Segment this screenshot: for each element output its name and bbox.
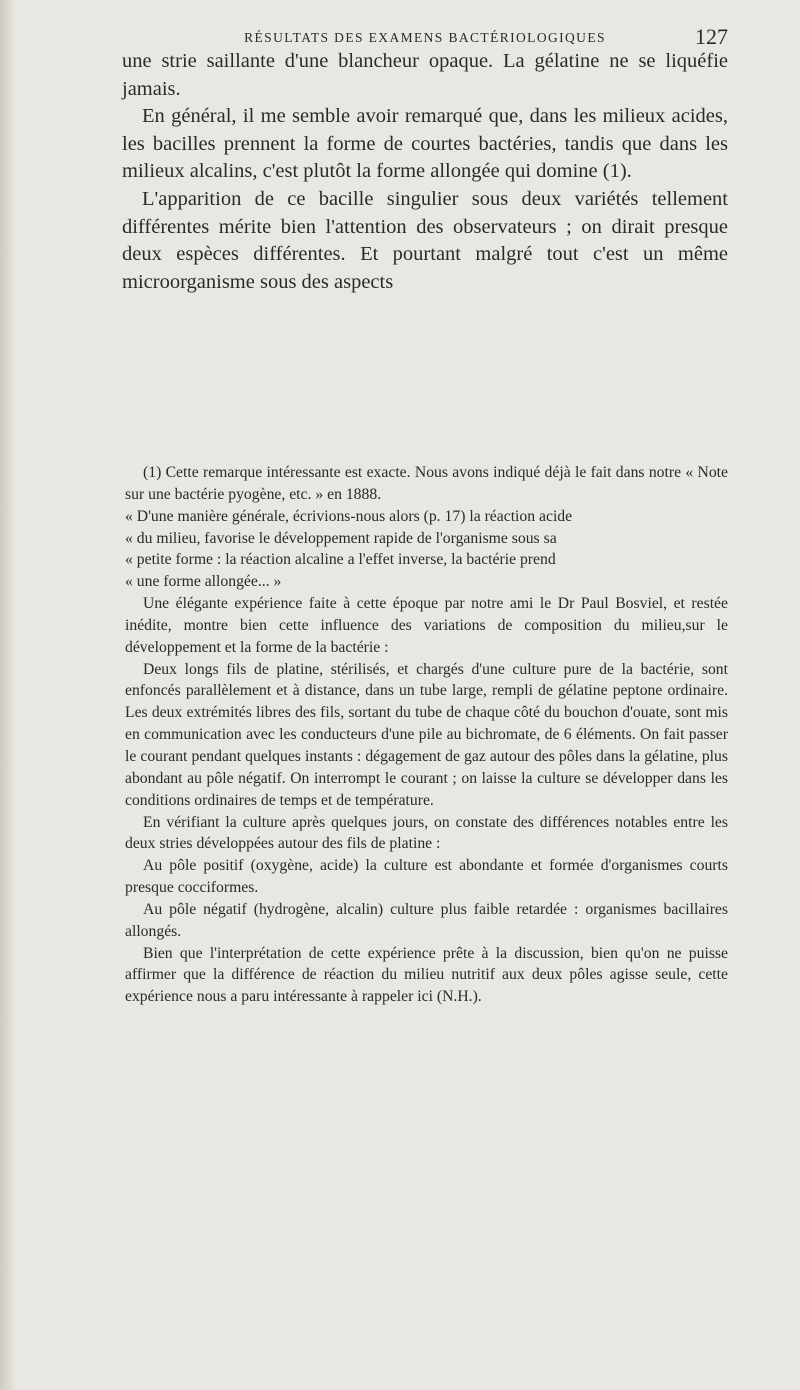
main-text — [122, 48, 728, 296]
paragraph: une strie saillante d'une blancheur opaque. La gélatine ne se liquéfie jamais. — [122, 50, 728, 100]
footnote-paragraph: Bien que l'interprétation de cette expérience prête à la discussion, bien qu'on ne puisse affirmer que la différence de réaction du milieu nutritif aux deux pôles agisse seule, cette expérience nous a paru intéressante à rappeler ici (N.H.). — [125, 944, 728, 1006]
paragraph: L'apparition de ce bacille singulier sous deux variétés tellement différentes mérite bien l'attention des observateurs ; on dirait presque deux espèces différentes. Et pourtant malgré tout c'est un même microorganisme sous des aspects — [122, 187, 728, 293]
footnote-quote-line: « petite forme : la réaction alcaline a l'effet inverse, la bactérie prend — [125, 551, 556, 569]
footnote-quote-line: « du milieu, favorise le développement rapide de l'organisme sous sa — [125, 529, 557, 547]
running-head: RÉSULTATS DES EXAMENS BACTÉRIOLOGIQUES — [244, 30, 606, 45]
footnote-quote-line: « une forme allongée... » — [125, 573, 282, 591]
footnote-quote-line: « D'une manière générale, écrivions-nous alors (p. 17) la réaction acide — [125, 507, 573, 525]
page-edge — [0, 0, 14, 1390]
footnote-paragraph: Deux longs fils de platine, stérilisés, et chargés d'une culture pure de la bactérie, sont enfoncés parallèlement et à distance, dans un tube large, rempli de gélatine peptone ordinaire. Les deux extrémités libres des fils, sortant du tube de chaque côté du bouchon d'ouate, sont mis en communication avec les conducteurs d'une pile au bichromate, de 6 éléments. On fait passer le courant pendant quelques instants : dégagement de gaz autour des pôles dans la gélatine, plus abondant au pôle négatif. On interrompt le courant ; on laisse la culture se développer dans les conditions ordinaires de temps et de température. — [125, 660, 728, 809]
footnote-paragraph: Au pôle négatif (hydrogène, alcalin) culture plus faible retardée : organismes bacillaires allongés. — [125, 900, 728, 940]
paragraph: En général, il me semble avoir remarqué que, dans les milieux acides, les bacilles prennent la forme de courtes bactéries, tandis que dans les milieux alcalins, c'est plutôt la forme allongée qui domine (1). — [122, 105, 728, 183]
page-number: 127 — [695, 24, 728, 49]
footnote-paragraph: (1) Cette remarque intéressante est exacte. Nous avons indiqué déjà le fait dans notre « Note sur une bactérie pyogène, etc. » en 1888. — [125, 464, 728, 503]
footnote-paragraph: Une élégante expérience faite à cette époque par notre ami le Dr Paul Bosviel, et restée inédite, montre bien cette influence des variations de composition du milieu,sur le développement et la forme de la bactérie : — [125, 595, 728, 656]
footnotes — [125, 462, 728, 1008]
footnote-paragraph: En vérifiant la culture après quelques jours, on constate des différences notables entre les deux stries développées autour des fils de platine : — [125, 813, 728, 853]
footnote-paragraph: Au pôle positif (oxygène, acide) la culture est abondante et formée d'organismes courts presque cocciformes. — [125, 857, 728, 897]
